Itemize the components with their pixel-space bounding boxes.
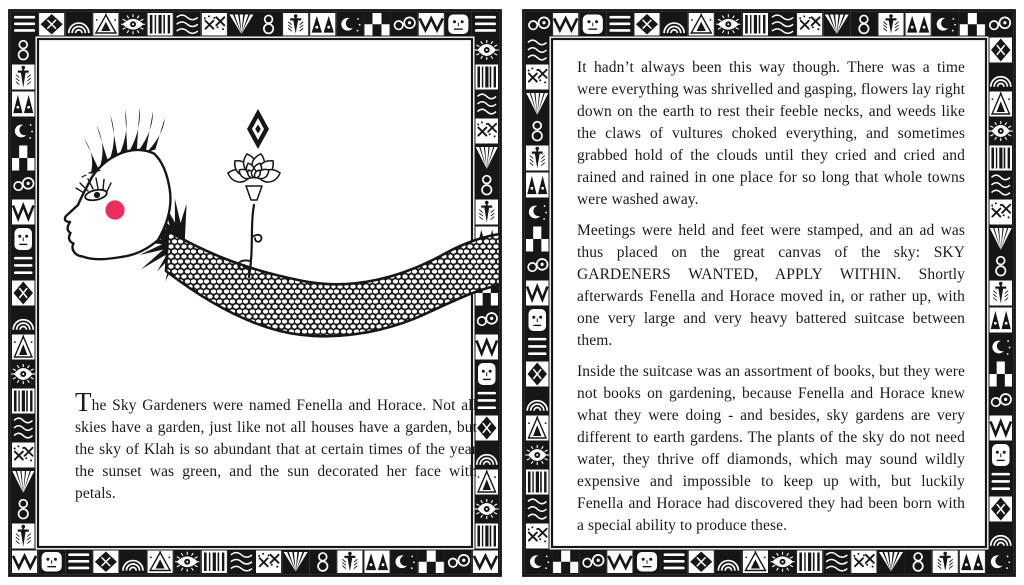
right-page-text bbox=[577, 57, 965, 537]
border-tile bbox=[12, 226, 36, 252]
border-tile bbox=[661, 13, 687, 37]
border-tile bbox=[445, 550, 471, 574]
border-tile bbox=[418, 13, 444, 37]
border-tile bbox=[959, 12, 986, 37]
border-tile bbox=[526, 415, 550, 441]
left-paragraph bbox=[75, 387, 477, 505]
border-tile bbox=[475, 496, 499, 522]
border-tile bbox=[525, 226, 550, 253]
border-tile bbox=[688, 550, 714, 574]
border-tile bbox=[526, 550, 552, 574]
border-tile bbox=[39, 550, 65, 574]
border-tile bbox=[445, 13, 471, 37]
border-tile bbox=[526, 307, 550, 333]
border-tile bbox=[989, 280, 1013, 306]
drop-cap: T bbox=[75, 387, 92, 417]
border-tile bbox=[12, 550, 38, 574]
border-tile bbox=[475, 145, 499, 171]
border-tile bbox=[989, 415, 1013, 441]
border-tile bbox=[989, 199, 1013, 225]
border-tile bbox=[472, 550, 498, 574]
border-tile bbox=[12, 280, 36, 306]
border-tile bbox=[526, 91, 550, 117]
border-tile bbox=[526, 118, 550, 144]
border-tile bbox=[12, 307, 36, 333]
border-tile bbox=[634, 550, 660, 574]
border-tile bbox=[12, 469, 36, 495]
border-tile bbox=[475, 523, 499, 549]
border-tile bbox=[742, 13, 768, 37]
border-tile bbox=[526, 172, 550, 198]
border-tile bbox=[12, 172, 36, 198]
border-tile bbox=[174, 550, 200, 574]
border-tile bbox=[878, 550, 904, 574]
border-tile bbox=[989, 496, 1013, 522]
border-tile bbox=[526, 253, 550, 279]
border-tile bbox=[364, 550, 390, 574]
border-tile bbox=[989, 523, 1013, 549]
border-tile bbox=[526, 145, 550, 171]
pink-cheek-dot bbox=[105, 200, 124, 219]
border-tile bbox=[986, 550, 1012, 574]
border-tile bbox=[475, 415, 499, 441]
border-tile bbox=[12, 496, 36, 522]
border-tile bbox=[715, 13, 741, 37]
border-tile bbox=[337, 13, 363, 37]
border-tile bbox=[526, 37, 550, 63]
border-tile bbox=[959, 550, 985, 574]
border-tile bbox=[526, 64, 550, 90]
border-tile bbox=[742, 550, 768, 574]
border-tile bbox=[526, 469, 550, 495]
border-tile bbox=[12, 199, 36, 225]
border-tile bbox=[475, 199, 499, 225]
border-tile bbox=[526, 334, 550, 360]
border-tile bbox=[989, 226, 1013, 252]
border-tile bbox=[634, 13, 660, 37]
border-tile bbox=[472, 13, 498, 37]
border-tile bbox=[580, 13, 606, 37]
border-tile bbox=[363, 12, 390, 37]
border-tile bbox=[989, 442, 1013, 468]
scaled-neck-icon bbox=[166, 231, 500, 336]
border-tile bbox=[475, 37, 499, 63]
border-tile bbox=[770, 13, 796, 37]
border-tile bbox=[526, 523, 550, 549]
border-tile bbox=[797, 550, 823, 574]
border-tile bbox=[12, 64, 36, 90]
left-page bbox=[8, 9, 502, 577]
border-tile bbox=[986, 13, 1012, 37]
border-tile bbox=[147, 13, 173, 37]
border-tile bbox=[228, 13, 254, 37]
border-tile bbox=[770, 550, 796, 574]
border-tile bbox=[797, 13, 823, 37]
border-tile bbox=[851, 550, 877, 574]
border-tile bbox=[391, 550, 417, 574]
border-tile bbox=[989, 172, 1013, 198]
border-tile bbox=[989, 64, 1013, 90]
border-tile bbox=[989, 334, 1013, 360]
right-paragraph-1: It hadn’t always been this way though. There was a time were everything was shrivelled and gasping, flowers lay right down on the earth to rest their feeble necks, and weeds like the claws of vultures choked everything, and sometimes grabbed hold of the clouds until they cried and cried and rained and rained in one place for so long that whole towns were washed away. bbox=[577, 59, 965, 208]
border-tile bbox=[525, 442, 549, 468]
border-tile bbox=[283, 13, 309, 37]
border-tile bbox=[607, 13, 633, 37]
border-tile bbox=[526, 280, 550, 306]
border-tile bbox=[552, 550, 579, 575]
lotus-flower-icon bbox=[226, 152, 281, 200]
border-tile bbox=[120, 13, 146, 37]
border-tile bbox=[66, 550, 92, 574]
border-tile bbox=[418, 550, 445, 575]
border-tile bbox=[475, 388, 499, 414]
border-tile bbox=[93, 550, 119, 574]
border-tile bbox=[526, 199, 550, 225]
border-tile bbox=[11, 145, 36, 172]
border-tile bbox=[66, 13, 92, 37]
left-page-text bbox=[75, 387, 477, 505]
border-tile bbox=[526, 361, 550, 387]
border-tile bbox=[12, 523, 36, 549]
sky-gardener-illustration bbox=[65, 108, 500, 336]
border-tile bbox=[337, 550, 363, 574]
border-tile bbox=[120, 550, 146, 574]
border-tile bbox=[228, 550, 254, 574]
border-tile bbox=[851, 13, 877, 37]
right-page bbox=[522, 9, 1016, 577]
right-paragraph-3: Inside the suitcase was an assortment of books, but they were not books on gardening, because Fenella and Horace knew what they were doing - and besides, sky gardens are very different to earth gardens. The plants of the sky do not need water, they thrive off diamonds, which may sound wildly expensive and impossible to keep up with, but luckily Fenella and Horace had discovered they had been born with a special ability to produce these. bbox=[577, 363, 965, 534]
border-tile bbox=[310, 13, 336, 37]
left-paragraph-body: he Sky Gardeners were named Fenella and Horace. Not all skies have a garden, just like not all houses have a garden, but the sky of Klah is so abundant that at certain times of the year the sunset was green, and the sun decorated her face with petals. bbox=[75, 397, 477, 502]
border-tile bbox=[310, 550, 336, 574]
border-tile bbox=[174, 13, 200, 37]
border-tile bbox=[989, 118, 1013, 144]
border-tile bbox=[475, 307, 499, 333]
border-tile bbox=[553, 13, 579, 37]
border-tile bbox=[580, 550, 606, 574]
border-tile bbox=[475, 334, 499, 360]
border-tile bbox=[391, 13, 417, 37]
border-tile bbox=[12, 118, 36, 144]
border-tile bbox=[12, 388, 36, 414]
border-tile bbox=[12, 253, 36, 279]
border-tile bbox=[989, 361, 1014, 388]
border-tile bbox=[715, 550, 741, 574]
border-tile bbox=[607, 550, 633, 574]
border-tile bbox=[932, 550, 958, 574]
border-tile bbox=[989, 91, 1013, 117]
border-tile bbox=[12, 91, 36, 117]
border-tile bbox=[905, 550, 931, 574]
border-tile bbox=[824, 550, 850, 574]
border-tile bbox=[688, 13, 714, 37]
border-tile bbox=[283, 550, 309, 574]
border-tile bbox=[256, 550, 282, 574]
border-tile bbox=[201, 13, 227, 37]
border-tile bbox=[905, 13, 931, 37]
border-tile bbox=[12, 334, 36, 360]
border-tile bbox=[475, 172, 499, 198]
border-tile bbox=[932, 13, 958, 37]
border-tile bbox=[824, 13, 850, 37]
border-tile bbox=[475, 118, 499, 144]
right-paragraph-2: Meetings were held and feet were stamped, and an ad was thus placed on the great canvas of the sky: SKY GARDENERS WANTED, APPLY WITHIN. Shortly afterwards Fenella and Horace moved in, or rather up, with one very large and very heavy battered suitcase between them. bbox=[577, 222, 965, 349]
border-tile bbox=[989, 145, 1013, 171]
border-tile bbox=[989, 388, 1013, 414]
border-tile bbox=[475, 91, 499, 117]
border-tile bbox=[12, 13, 38, 37]
border-tile bbox=[475, 442, 499, 468]
border-tile bbox=[11, 361, 35, 387]
border-tile bbox=[526, 496, 550, 522]
border-tile bbox=[12, 415, 36, 441]
border-tile bbox=[475, 64, 499, 90]
border-tile bbox=[147, 550, 173, 574]
border-tile bbox=[989, 253, 1013, 279]
border-tile bbox=[661, 550, 687, 574]
border-tile bbox=[93, 13, 119, 37]
border-tile bbox=[526, 388, 550, 414]
diamond-icon bbox=[247, 109, 269, 149]
border-tile bbox=[12, 37, 36, 63]
border-tile bbox=[989, 307, 1013, 333]
border-tile bbox=[989, 469, 1013, 495]
border-tile bbox=[12, 442, 36, 468]
border-tile bbox=[475, 361, 499, 387]
border-tile bbox=[201, 550, 227, 574]
border-tile bbox=[526, 13, 552, 37]
border-tile bbox=[475, 469, 499, 495]
border-tile bbox=[989, 37, 1013, 63]
border-tile bbox=[878, 13, 904, 37]
border-tile bbox=[256, 13, 282, 37]
border-tile bbox=[39, 13, 65, 37]
